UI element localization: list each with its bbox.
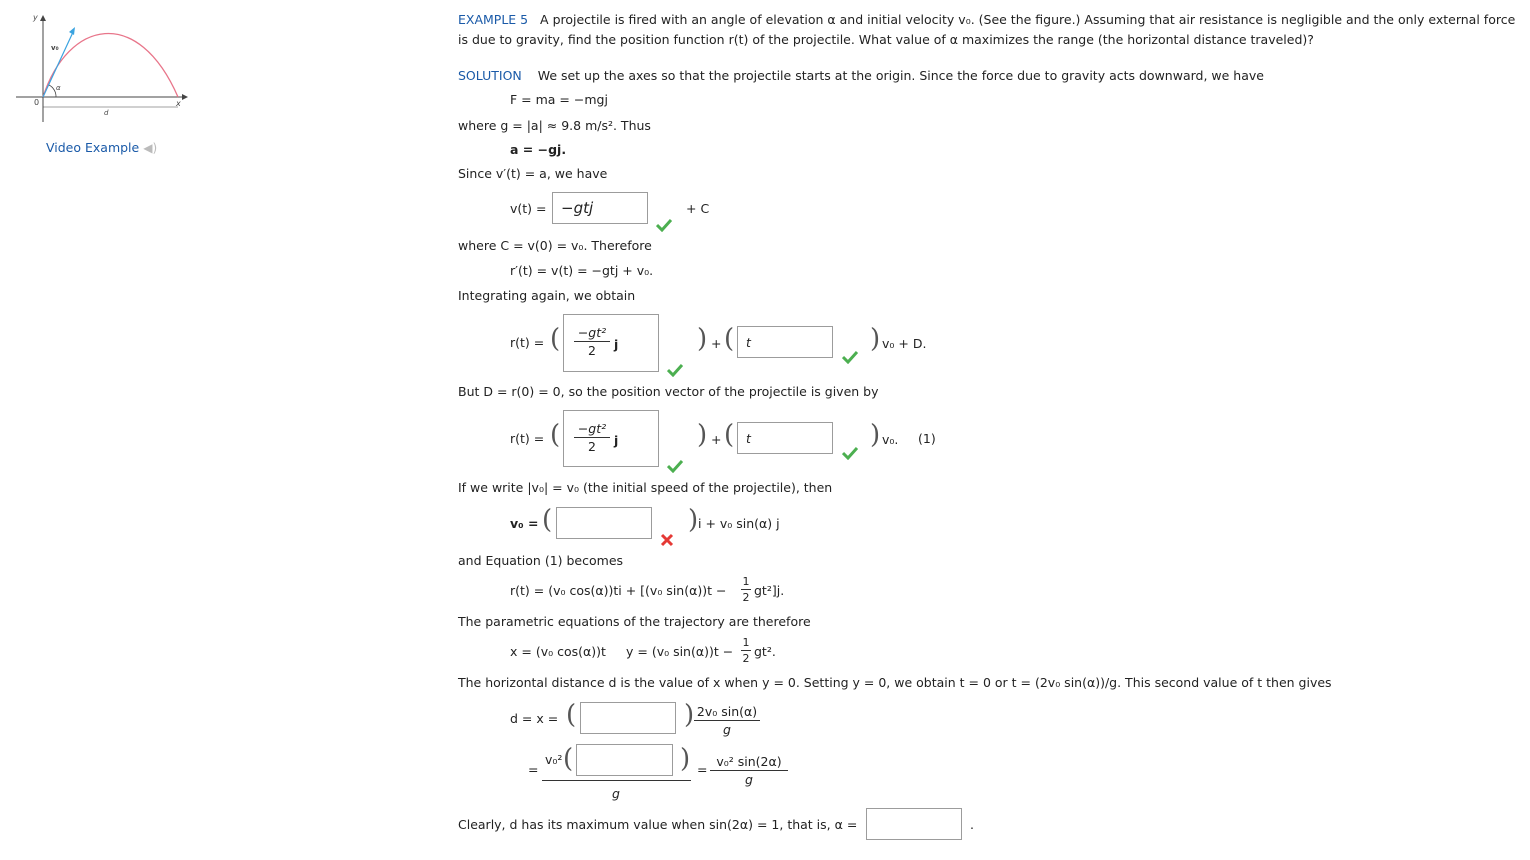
equals-sign-2: = (697, 762, 708, 777)
equals-sign-1: = (528, 762, 539, 777)
integrating-text: Integrating again, we obtain (458, 288, 636, 303)
half-fraction-1 (741, 575, 751, 604)
d-label: d (104, 109, 109, 117)
check-icon (667, 363, 683, 377)
if-write-text: If we write |v₀| = v₀ (the initial speed of the projectile), then (458, 480, 833, 495)
fraction-bar (542, 780, 691, 781)
v0-squared: v₀² (545, 752, 563, 767)
video-example-label: Video Example (46, 140, 140, 155)
d-frac-den: g (723, 722, 731, 737)
paren-open: ( (566, 700, 577, 730)
plus-sign-2: + (711, 432, 722, 447)
paren-close: ) (684, 700, 695, 730)
projectile-figure (8, 10, 198, 125)
d-answer-input[interactable] (580, 702, 676, 734)
paren-open: ( (724, 420, 735, 450)
equation-r-prime: r′(t) = v(t) = −gtj + v₀. (510, 263, 654, 278)
r-frac-num-2: −gt² (577, 421, 607, 436)
horizontal-distance-text: The horizontal distance d is the value of x when y = 0. Setting y = 0, we obtain t = 0 or t = (2v₀ sin(α))/g. This second value of t then gives (458, 675, 1332, 690)
d-frac-num: 2v₀ sin(α) (696, 704, 758, 719)
paren-close: ) (870, 324, 881, 354)
x-axis-label: x (176, 99, 181, 108)
r-frac-den-2: 2 (588, 439, 596, 454)
origin-label: 0 (34, 98, 40, 107)
check-icon (656, 218, 672, 232)
example-text-1: A projectile is fired with an angle of elevation α and initial velocity v₀. (See the figure.) Assuming that air resistance is negligible and the only external force (540, 12, 1516, 27)
where-g-text: where g = |a| ≈ 9.8 m/s². Thus (458, 118, 651, 133)
param-x: x = (v₀ cos(α))t (510, 644, 606, 659)
half-den-2: 2 (742, 652, 750, 665)
where-C-text: where C = v(0) = v₀. Therefore (458, 238, 652, 253)
video-example-link[interactable] (46, 140, 157, 155)
t-input-1[interactable] (737, 326, 833, 358)
paren-open: ( (550, 420, 561, 450)
v0-lhs: v₀ = (510, 516, 539, 531)
solution-intro (458, 68, 1264, 83)
r-frac-den-1: 2 (588, 343, 596, 358)
paren-close: ) (697, 420, 708, 450)
v0-label: v₀ (51, 44, 59, 52)
param-y-tail: gt². (754, 644, 776, 659)
check-icon (842, 446, 858, 460)
r-frac-num-1: −gt² (577, 325, 607, 340)
x-icon (660, 533, 674, 547)
eq1-becomes-text: and Equation (1) becomes (458, 553, 624, 568)
paren-close: ) (870, 420, 881, 450)
since-v-text: Since v′(t) = a, we have (458, 166, 608, 181)
r-tail-1: v₀. (882, 432, 899, 447)
d-lhs: d = x = (510, 711, 559, 726)
t-value-2: t (746, 431, 751, 446)
solution-label: SOLUTION (458, 68, 522, 83)
g-denominator: g (612, 786, 620, 801)
example-label: EXAMPLE 5 (458, 12, 529, 27)
equation-F: F = ma = −mgj (510, 92, 608, 107)
t-value-1: t (746, 335, 751, 350)
half-num-2: 1 (742, 636, 750, 649)
half-num-1: 1 (742, 575, 750, 588)
v-answer-input[interactable] (552, 192, 648, 224)
t-input-2[interactable] (737, 422, 833, 454)
r-frac-2 (574, 421, 610, 454)
check-icon (667, 459, 683, 473)
v-lhs: v(t) = (510, 201, 547, 216)
example-line-1 (458, 12, 1515, 27)
r-frac-input-1[interactable] (563, 314, 659, 372)
paren-open: ( (550, 324, 561, 354)
half-fraction-2 (741, 636, 751, 665)
paren-open: ( (563, 744, 574, 774)
r-full-part-b: gt²]j. (754, 583, 785, 598)
v0-tail: i + v₀ sin(α) j (698, 516, 780, 531)
paren-close: ) (697, 324, 708, 354)
r-full-part-a: r(t) = (v₀ cos(α))ti + [(v₀ sin(α))t − (510, 583, 727, 598)
r-frac-j-1: j (614, 337, 619, 352)
d2-answer-input[interactable] (576, 744, 673, 776)
r-frac-1 (574, 325, 610, 358)
r-lhs-2: r(t) = (510, 431, 545, 446)
equation-a: a = −gj. (510, 142, 567, 157)
final-period: . (970, 817, 974, 832)
v0-answer-input[interactable] (556, 507, 652, 539)
solution-intro-text: We set up the axes so that the projectile starts at the origin. Since the force due to gravity acts downward, we have (537, 68, 1264, 83)
half-den-1: 2 (742, 591, 750, 604)
clearly-text: Clearly, d has its maximum value when sin(2α) = 1, that is, α = (458, 817, 858, 832)
parametric-intro: The parametric equations of the trajectory are therefore (458, 614, 811, 629)
plus-sign-1: + (711, 336, 722, 351)
paren-open: ( (724, 324, 735, 354)
example-text-2: is due to gravity, find the position function r(t) of the projectile. What value of α maximizes the range (the horizontal distance traveled)? (458, 32, 1314, 47)
alpha-answer-input[interactable] (866, 808, 962, 840)
paren-close: ) (680, 744, 691, 774)
r-tail-D: v₀ + D. (882, 336, 927, 351)
paren-close: ) (688, 505, 699, 535)
but-D-text: But D = r(0) = 0, so the position vector of the projectile is given by (458, 384, 879, 399)
r-frac-j-2: j (614, 433, 619, 448)
v-answer-value: −gtj (561, 199, 594, 217)
rhs-den: g (745, 772, 753, 787)
param-y: y = (v₀ sin(α))t − (626, 644, 734, 659)
paren-open: ( (542, 505, 553, 535)
d-fraction (694, 704, 760, 737)
r-lhs-1: r(t) = (510, 335, 545, 350)
check-icon (842, 350, 858, 364)
equation-number: (1) (918, 431, 936, 446)
rhs-num: v₀² sin(2α) (716, 754, 782, 769)
speaker-icon: ◀) (143, 141, 158, 155)
r-frac-input-2[interactable] (563, 410, 659, 467)
y-axis-label: y (33, 13, 38, 22)
alpha-label: α (56, 84, 61, 92)
rhs-fraction (710, 754, 788, 787)
v-plus-C: + C (686, 201, 710, 216)
